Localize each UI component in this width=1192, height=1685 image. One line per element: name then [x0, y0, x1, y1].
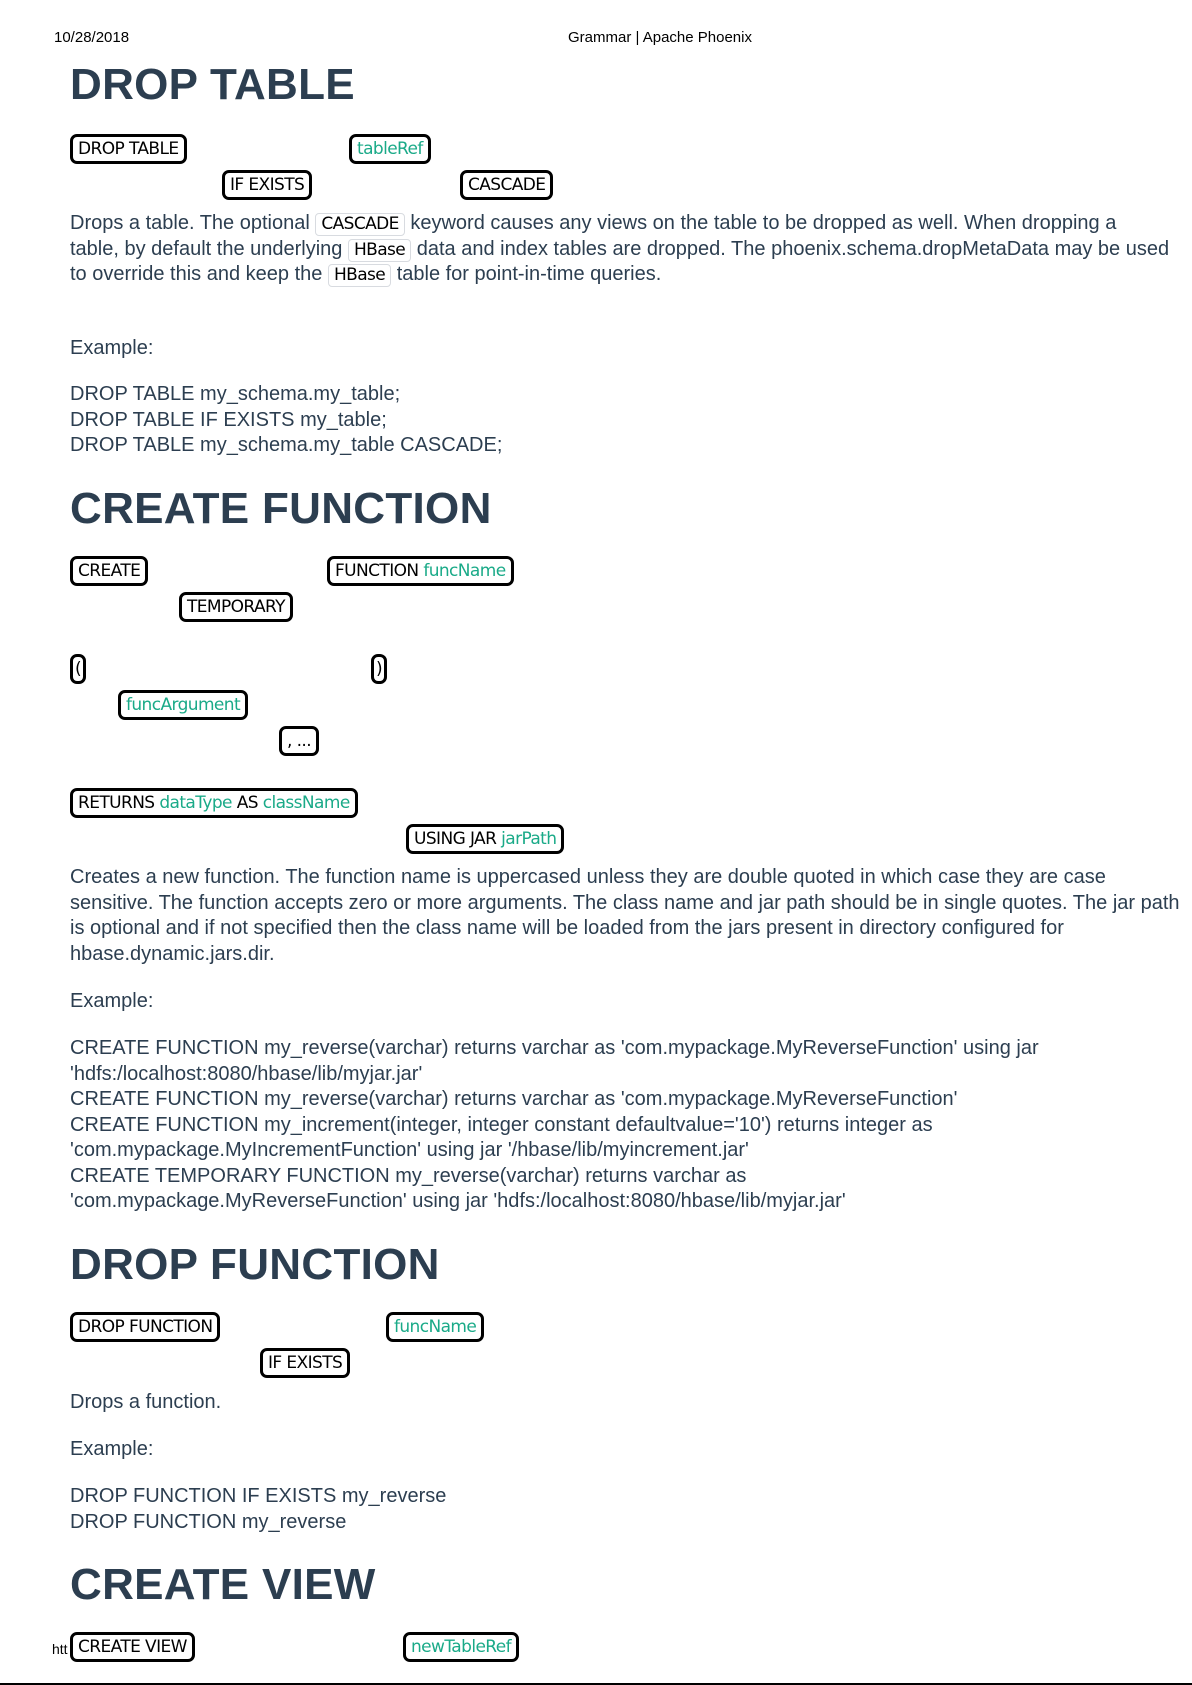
example-line: DROP TABLE IF EXISTS my_table;: [70, 408, 387, 431]
rr-create-view[interactable]: CREATE VIEW: [70, 1632, 195, 1662]
rr-if-exists[interactable]: IF EXISTS: [222, 170, 312, 200]
keyword-hbase: HBase: [348, 239, 411, 262]
rr-cascade[interactable]: CASCADE: [460, 170, 553, 200]
rr-returns-clause[interactable]: [70, 788, 358, 818]
example-line: DROP TABLE my_schema.my_table;: [70, 383, 401, 405]
example-label: Example:: [70, 337, 154, 359]
print-date: 10/28/2018: [54, 29, 130, 46]
footer-url: htt: [52, 1641, 68, 1657]
drop-table-description: [70, 211, 1170, 288]
rr-temporary[interactable]: TEMPORARY: [179, 592, 293, 622]
drop-function-examples: [70, 1484, 1180, 1535]
rr-table-ref[interactable]: tableRef: [349, 134, 431, 164]
heading-create-view: CREATE VIEW: [70, 1560, 376, 1609]
heading-create-function: CREATE FUNCTION: [70, 484, 492, 533]
create-function-description: Creates a new function. The function name is uppercased unless they are double quoted in which case they are case sensitive. The function accepts zero or more arguments. The class name and jar path should be in single quotes. The jar path is optional and if not specified then the class name will be loaded from the jars present in directory configured for hbase.dynamic.jars.dir.: [70, 866, 1180, 965]
rr-func-name: funcName: [423, 561, 506, 581]
example-label: Example:: [70, 1438, 154, 1460]
drop-table-examples: [70, 382, 1180, 459]
drop-function-description: Drops a function.: [70, 1391, 222, 1413]
rr-func-name[interactable]: funcName: [386, 1312, 484, 1342]
example-line: CREATE FUNCTION my_reverse(varchar) returns varchar as 'com.mypackage.MyReverseFunction': [70, 1088, 958, 1110]
example-line: DROP FUNCTION my_reverse: [70, 1510, 347, 1533]
rr-close-paren[interactable]: ): [371, 654, 387, 684]
rr-function-kw: FUNCTION: [335, 561, 419, 581]
rr-data-type: dataType: [159, 793, 232, 813]
example-line: DROP TABLE my_schema.my_table CASCADE;: [70, 434, 503, 456]
rr-create[interactable]: CREATE: [70, 556, 148, 586]
rr-func-argument[interactable]: funcArgument: [118, 690, 248, 720]
page-title: Grammar | Apache Phoenix: [568, 29, 752, 46]
rr-open-paren[interactable]: (: [70, 654, 86, 684]
keyword-cascade: CASCADE: [315, 213, 404, 236]
example-line: DROP FUNCTION IF EXISTS my_reverse: [70, 1485, 447, 1507]
rr-returns-kw: RETURNS: [78, 793, 155, 813]
example-label: Example:: [70, 990, 154, 1012]
example-line: CREATE TEMPORARY FUNCTION my_reverse(varchar) returns varchar as 'com.mypackage.MyReverseFunction' using jar 'hdfs:/localhost:8080/hbase/lib/myjar.jar': [70, 1164, 846, 1212]
rr-jar-path: jarPath: [501, 829, 557, 849]
desc-text: table for point-in-time queries.: [396, 263, 662, 285]
rr-class-name: className: [262, 793, 350, 813]
rr-comma-repeat[interactable]: , ...: [279, 726, 319, 756]
desc-text: keyword causes any views on the table to be dropped as well. When dropping a table, by default the underlying: [70, 212, 1117, 260]
rr-using-jar-kw: USING JAR: [414, 829, 497, 849]
rr-if-exists[interactable]: IF EXISTS: [260, 1348, 350, 1378]
desc-text: data and index tables are dropped. The phoenix.schema.dropMetaData may be used to override this and keep the: [70, 237, 1170, 285]
keyword-hbase: HBase: [328, 264, 391, 287]
rr-using-jar[interactable]: [406, 824, 564, 854]
example-line: CREATE FUNCTION my_increment(integer, integer constant defaultvalue='10') returns integer as 'com.mypackage.MyIncrementFunction' using jar '/hbase/lib/myincrement.jar': [70, 1113, 939, 1161]
heading-drop-function: DROP FUNCTION: [70, 1240, 440, 1289]
create-function-examples: [70, 1036, 1180, 1215]
rr-drop-table[interactable]: DROP TABLE: [70, 134, 187, 164]
rr-function-funcname[interactable]: [327, 556, 514, 586]
rr-drop-function[interactable]: DROP FUNCTION: [70, 1312, 220, 1342]
rr-new-table-ref[interactable]: newTableRef: [403, 1632, 519, 1662]
desc-text: Drops a table. The optional: [70, 212, 310, 234]
rr-as-kw: AS: [236, 793, 258, 813]
example-line: CREATE FUNCTION my_reverse(varchar) returns varchar as 'com.mypackage.MyReverseFunction' using jar 'hdfs:/localhost:8080/hbase/lib/myjar.jar': [70, 1037, 1045, 1085]
heading-drop-table: DROP TABLE: [70, 60, 355, 109]
